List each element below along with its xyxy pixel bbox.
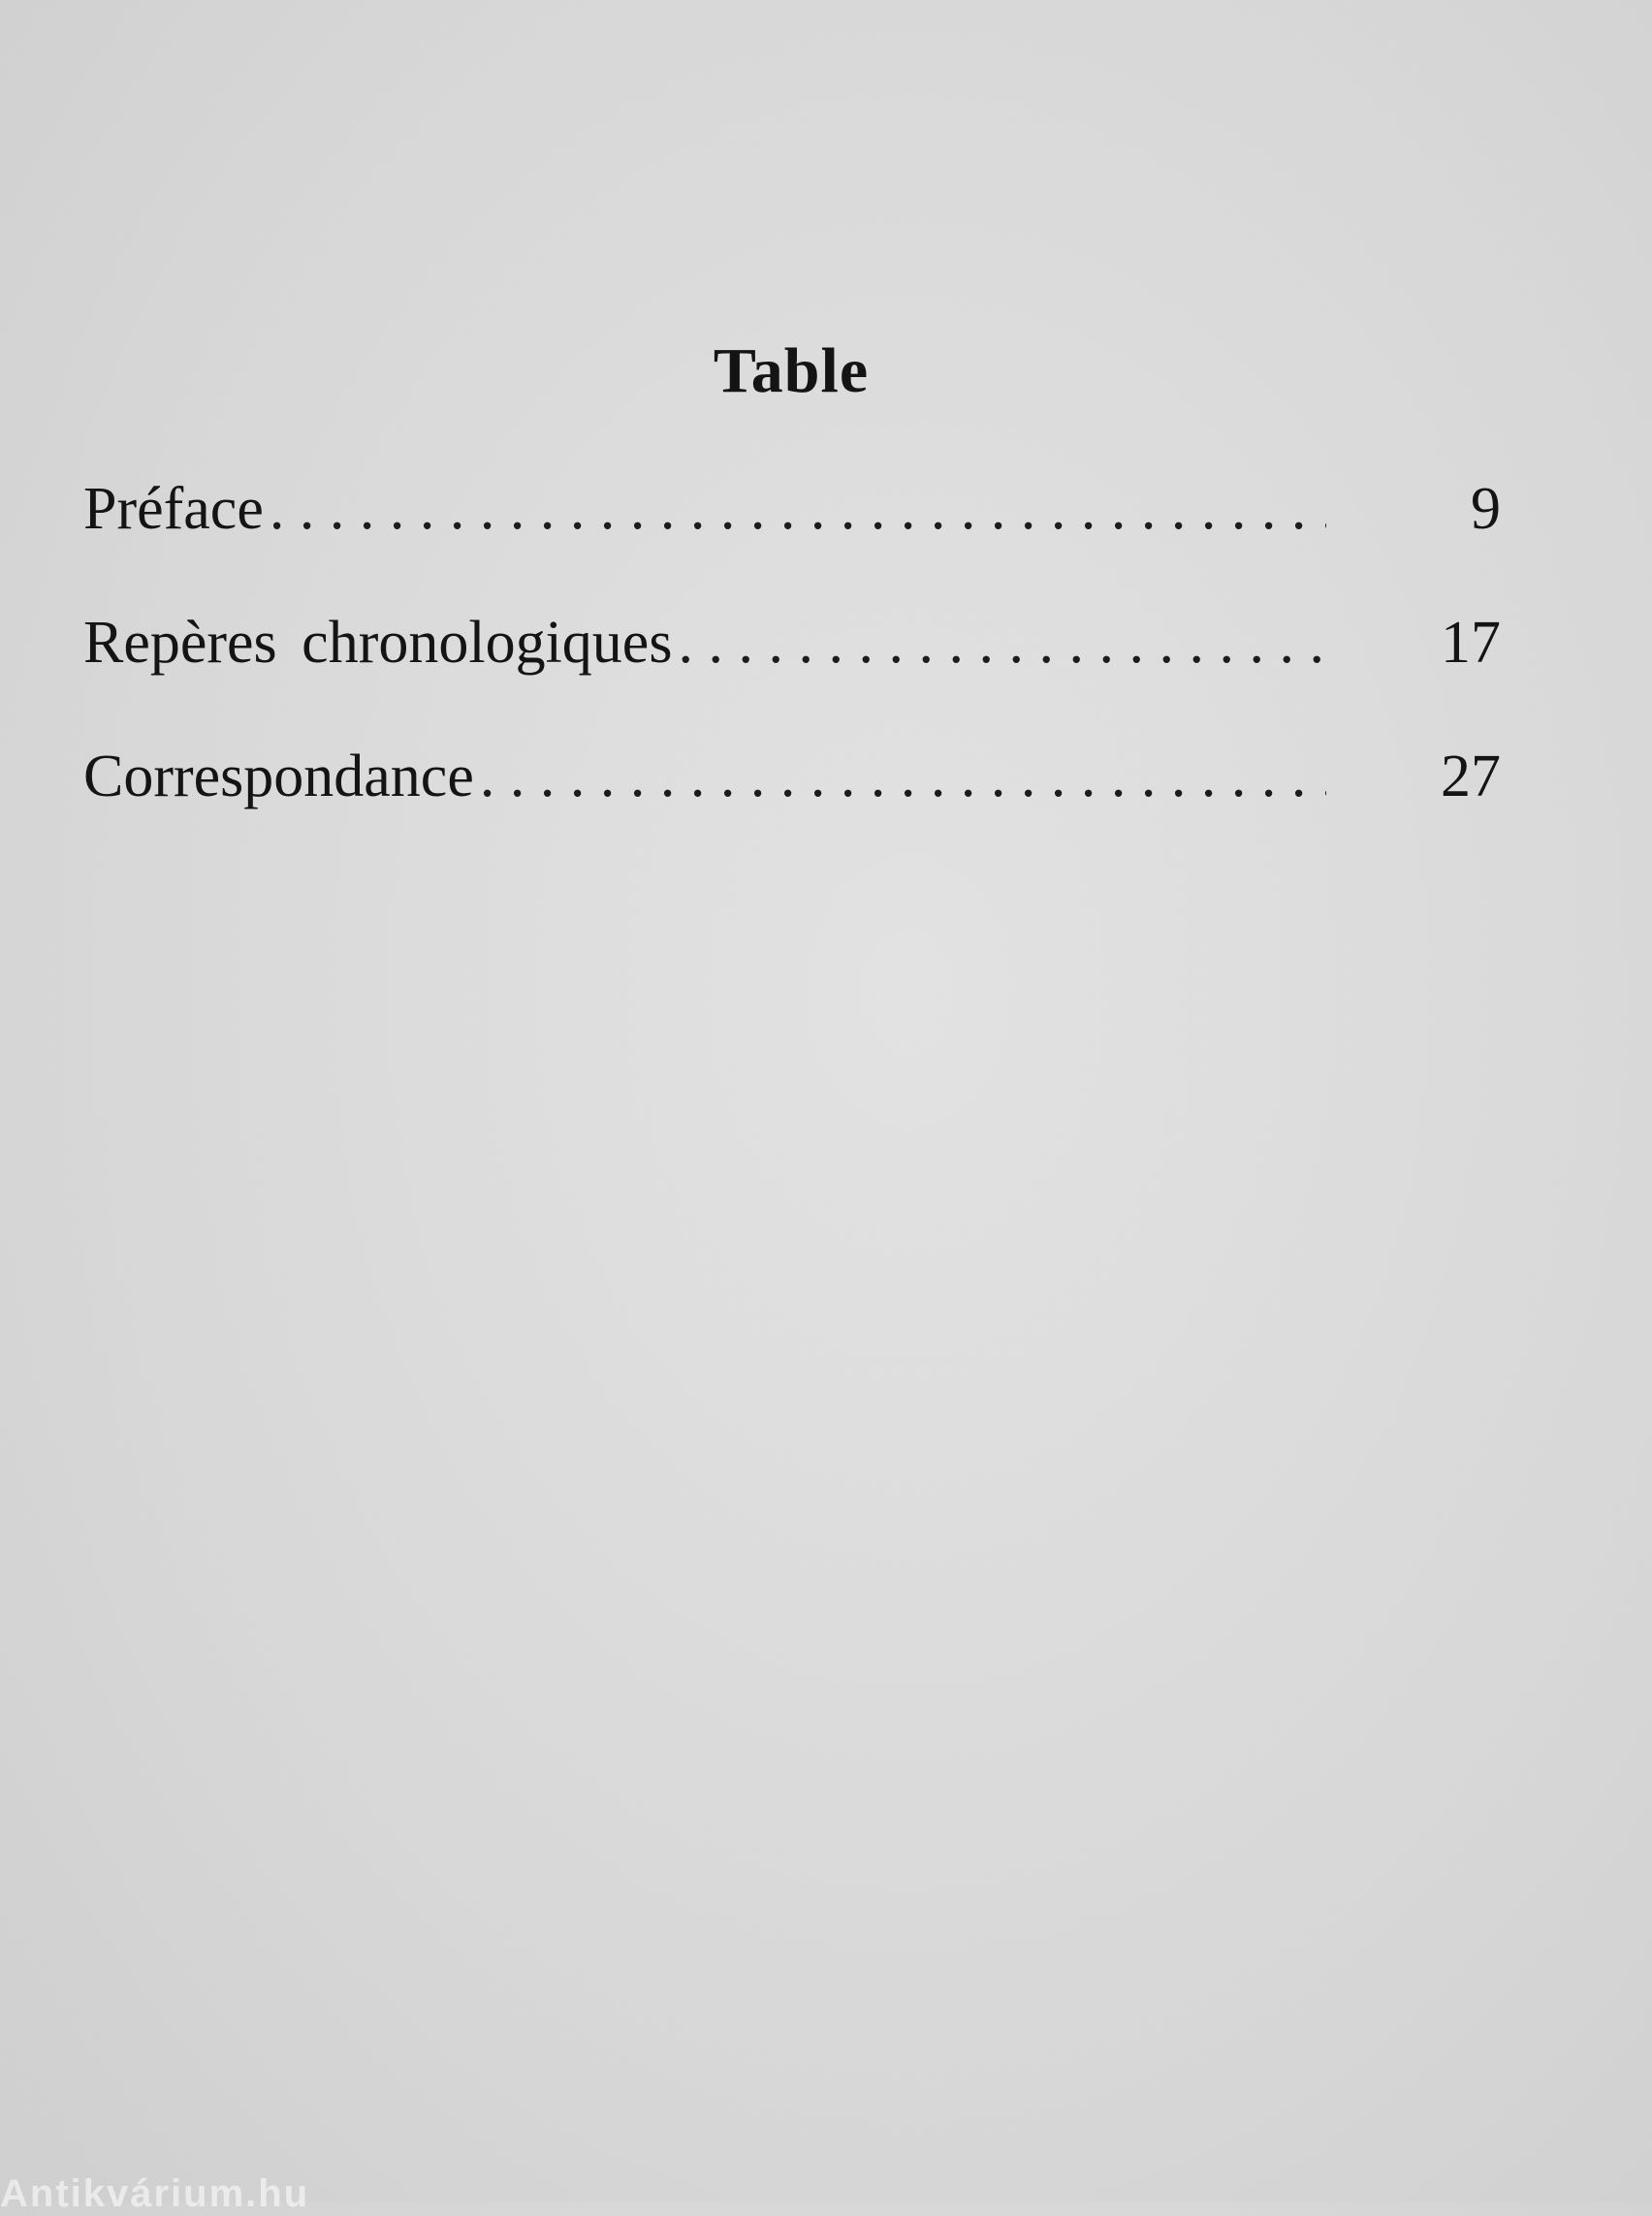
toc-entry-label: Correspondance	[83, 744, 474, 809]
toc-entry-reperes-chronologiques	[83, 609, 1501, 743]
toc-entry-label: Préface	[83, 476, 264, 542]
dot-leader	[480, 743, 1326, 811]
watermark: Antikvárium.hu	[0, 2172, 310, 2215]
page-title: Table	[713, 335, 870, 406]
table-of-contents	[83, 475, 1501, 876]
toc-entry-correspondance	[83, 743, 1501, 876]
dot-leader	[678, 609, 1326, 678]
dot-leader	[270, 475, 1326, 544]
toc-entry-preface	[83, 475, 1501, 609]
toc-entry-page-number: 27	[1441, 744, 1501, 809]
toc-entry-page-number: 17	[1441, 610, 1501, 676]
toc-entry-page-number: 9	[1471, 476, 1501, 542]
toc-entry-label: Repères chronologiques	[83, 610, 673, 676]
